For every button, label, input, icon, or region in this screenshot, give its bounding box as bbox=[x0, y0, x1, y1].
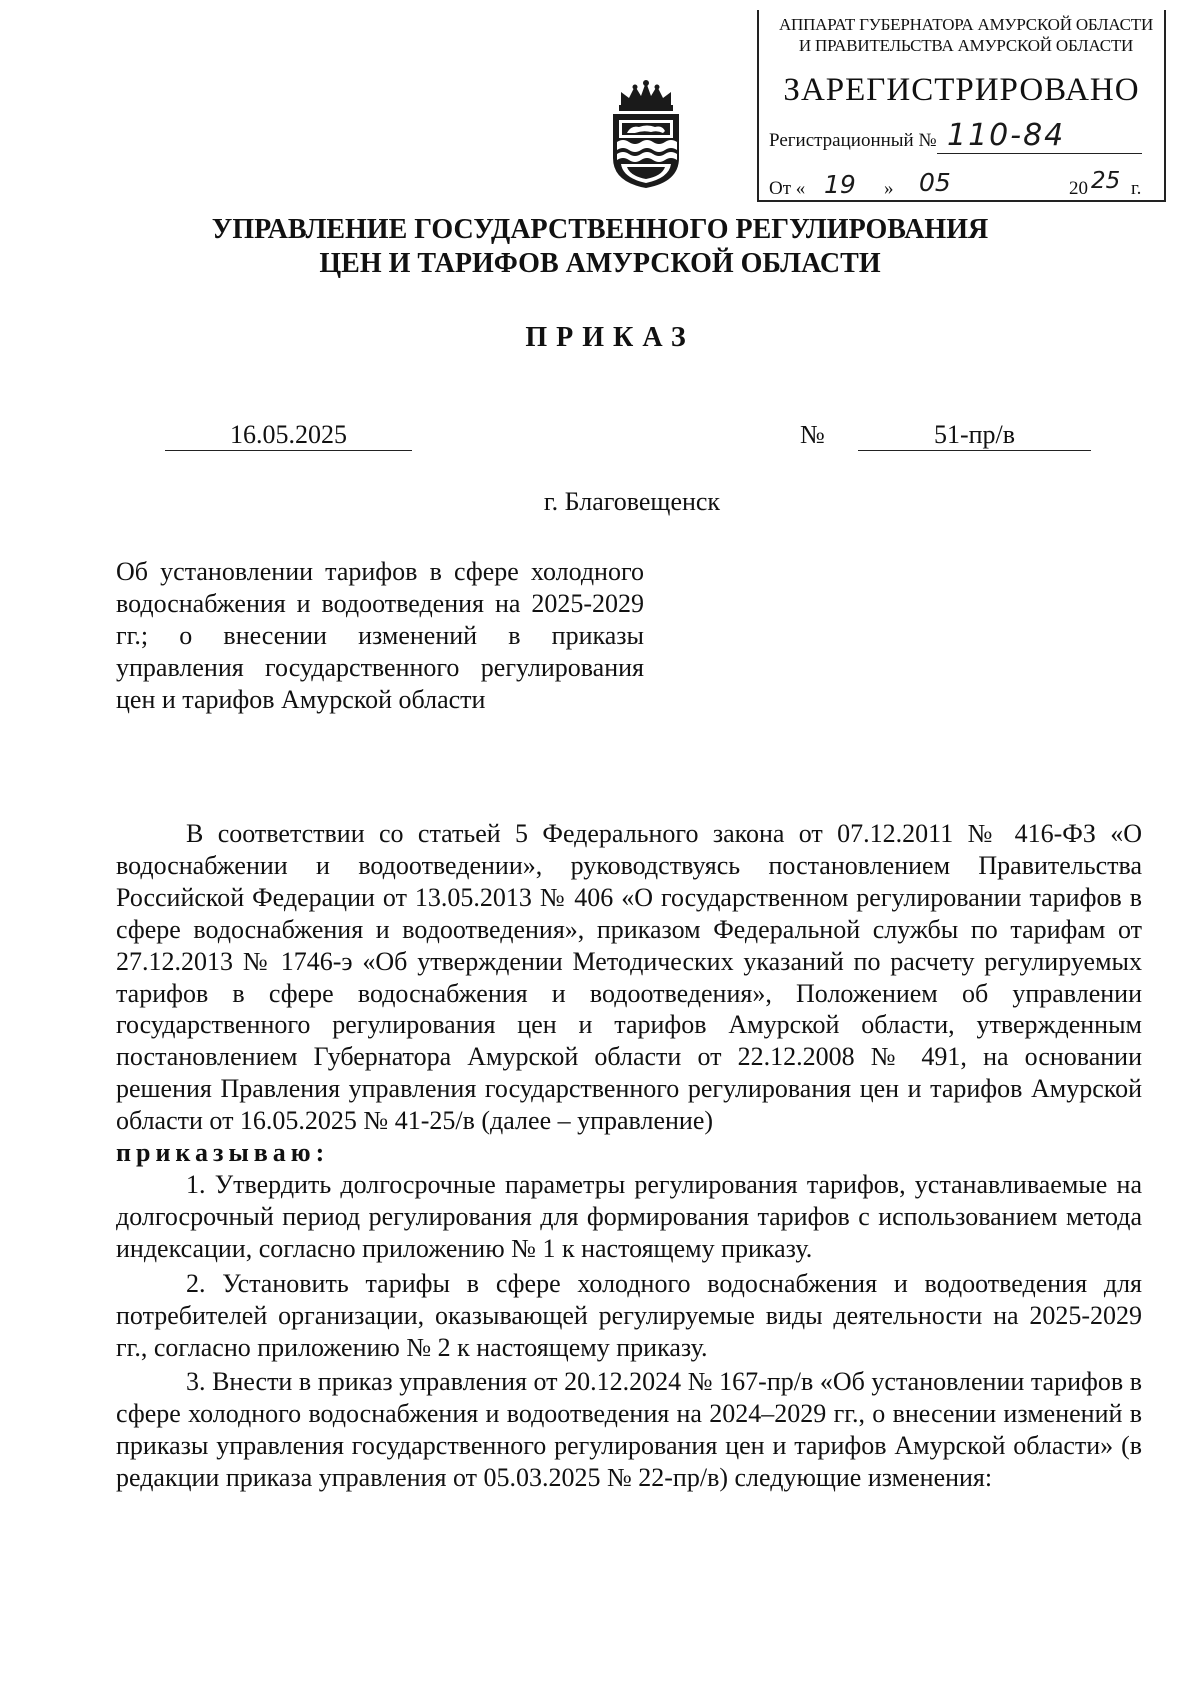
stamp-day-underline bbox=[817, 200, 869, 201]
stamp-date-suffix: г. bbox=[1131, 178, 1142, 199]
order-item-2: 2. Установить тарифы в сфере холодного водоснабжения и водоотведения для потребителей организации, оказывающей регулируемые виды деятельности на 2025-2029 гг., согласно приложению № 2 к настоящему приказу. bbox=[116, 1268, 1142, 1362]
number-sign: № bbox=[800, 420, 825, 449]
stamp-date-month: 05 bbox=[919, 168, 951, 197]
decree-word: приказываю: bbox=[116, 1138, 330, 1168]
registration-stamp bbox=[757, 10, 1166, 202]
stamp-date-mid: » bbox=[884, 178, 894, 199]
stamp-registered-label: ЗАРЕГИСТРИРОВАНО bbox=[783, 72, 1140, 108]
city: г. Благовещенск bbox=[543, 487, 721, 516]
stamp-date-day: 19 bbox=[824, 170, 856, 199]
order-item-1: 1. Утвердить долгосрочные параметры регулирования тарифов, устанавливаемые на долгосрочный период регулирования для формирования тарифов с использованием метода индексации, согласно приложению № 1 к настоящему приказу. bbox=[116, 1169, 1142, 1263]
stamp-date-year-prefix: 20 bbox=[1069, 178, 1088, 199]
coat-of-arms-icon bbox=[607, 78, 685, 190]
stamp-reg-underline bbox=[937, 153, 1142, 154]
order-number: 51-пр/в bbox=[858, 420, 1091, 451]
stamp-year-underline bbox=[1065, 200, 1125, 201]
order-item-3: 3. Внести в приказ управления от 20.12.2024 № 167-пр/в «Об установлении тарифов в сфере холодного водоснабжения и водоотведения на 2024–2029 гг., о внесении изменений в приказы управления государственного регулирования цен и тарифов Амурской области» (в редакции приказа управления от 05.03.2025 № 22-пр/в) следующие изменения: bbox=[116, 1367, 1142, 1493]
stamp-date-prefix: От « bbox=[769, 178, 806, 199]
stamp-month-underline bbox=[905, 200, 1055, 201]
order-date: 16.05.2025 bbox=[165, 420, 412, 451]
org-title-line2: ЦЕН И ТАРИФОВ АМУРСКОЙ ОБЛАСТИ bbox=[319, 248, 881, 279]
document-type: ПРИКАЗ bbox=[525, 322, 695, 353]
org-title-line1: УПРАВЛЕНИЕ ГОСУДАРСТВЕННОГО РЕГУЛИРОВАНИЯ bbox=[211, 214, 989, 245]
order-body bbox=[116, 818, 1142, 1494]
stamp-reg-label: Регистрационный № bbox=[769, 130, 937, 151]
stamp-reg-number: 110-84 bbox=[947, 118, 1066, 153]
stamp-org-line1: АППАРАТ ГУБЕРНАТОРА АМУРСКОЙ ОБЛАСТИ bbox=[778, 15, 1154, 34]
stamp-date-year: 25 bbox=[1091, 168, 1121, 194]
organization-title bbox=[150, 213, 1050, 281]
preamble-paragraph: В соответствии со статьей 5 Федерального закона от 07.12.2011 № 416-ФЗ «О водоснабжении и водоотведении», руководствуясь постановлением Правительства Российской Федерации от 13.05.2013 № 406 «О государственном регулировании тарифов в сфере водоснабжения и водоотведения», приказом Федеральной службы по тарифам от 27.12.2013 № 1746-э «Об утверждении Методических указаний по расчету регулируемых тарифов в сфере водоснабжения и водоотведения», Положением об управлении государственного регулирования цен и тарифов Амурской области, утвержденным постановлением Губернатора Амурской области от 22.12.2008 № 491, на основании решения Правления управления государственного регулирования цен и тарифов Амурской области от 16.05.2025 № 41-25/в (далее – управление) bbox=[116, 819, 1142, 1136]
stamp-organization bbox=[771, 14, 1161, 56]
stamp-org-line2: И ПРАВИТЕЛЬСТВА АМУРСКОЙ ОБЛАСТИ bbox=[798, 36, 1134, 55]
order-subject: Об установлении тарифов в сфере холодного водоснабжения и водоотведения на 2025-2029 гг.; о внесении изменений в приказы управления государственного регулирования цен и тарифов Амурской области bbox=[116, 557, 644, 714]
